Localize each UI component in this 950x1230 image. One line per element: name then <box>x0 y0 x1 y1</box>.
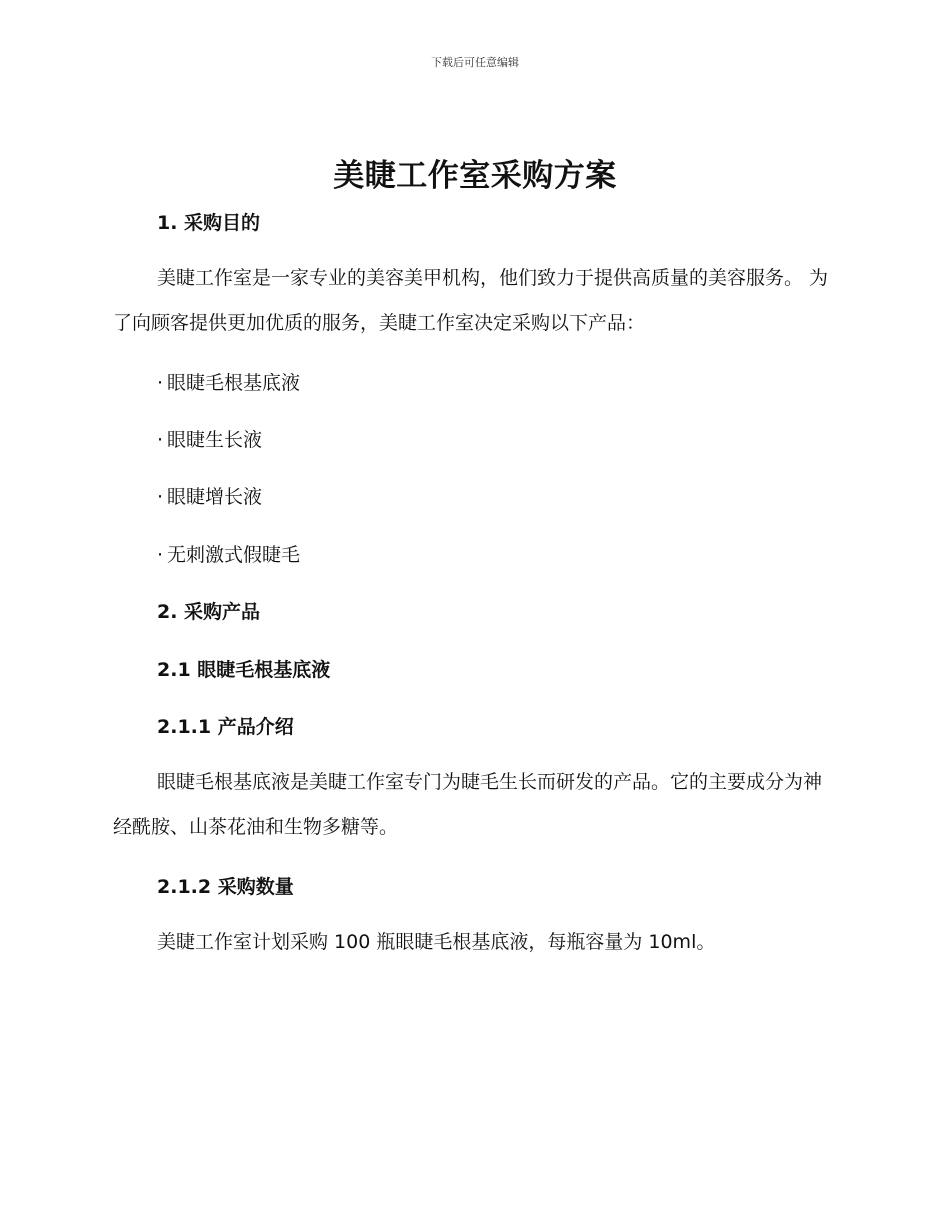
bullet-item-label: 眼睫毛根基底液 <box>167 372 301 394</box>
bullet-mark: · <box>157 486 164 508</box>
bullet-item <box>157 425 262 452</box>
section-heading-products: 2. 采购产品 <box>157 601 261 623</box>
bullet-item <box>157 540 300 567</box>
bullet-item <box>157 482 262 509</box>
subsection-heading-base-liquid: 2.1 眼睫毛根基底液 <box>157 659 331 681</box>
header-note: 下载后可任意编辑 <box>431 56 519 69</box>
bullet-item-label: 眼睫增长液 <box>167 486 263 508</box>
bullet-mark: · <box>157 372 164 394</box>
bullet-item-label: 无刺激式假睫毛 <box>167 544 301 566</box>
section-heading-purpose: 1. 采购目的 <box>157 212 261 234</box>
bullet-item <box>157 368 300 395</box>
subsection-heading-intro: 2.1.1 产品介绍 <box>157 716 294 738</box>
paragraph-purpose: 美睫工作室是一家专业的美容美甲机构，他们致力于提供高质量的美容服务。 为了向顾客提供更加优质的服务，美睫工作室决定采购以下产品： <box>113 267 829 334</box>
subsection-heading-quantity: 2.1.2 采购数量 <box>157 876 294 898</box>
paragraph-intro: 眼睫毛根基底液是美睫工作室专门为睫毛生长而研发的产品。它的主要成分为神经酰胺、山茶花油和生物多糖等。 <box>113 771 823 838</box>
document-title: 美睫工作室采购方案 <box>333 158 617 194</box>
bullet-mark: · <box>157 429 164 451</box>
paragraph-quantity: 美睫工作室计划采购 100 瓶眼睫毛根基底液，每瓶容量为 10ml。 <box>157 931 716 953</box>
bullet-mark: · <box>157 544 164 566</box>
bullet-item-label: 眼睫生长液 <box>167 429 263 451</box>
